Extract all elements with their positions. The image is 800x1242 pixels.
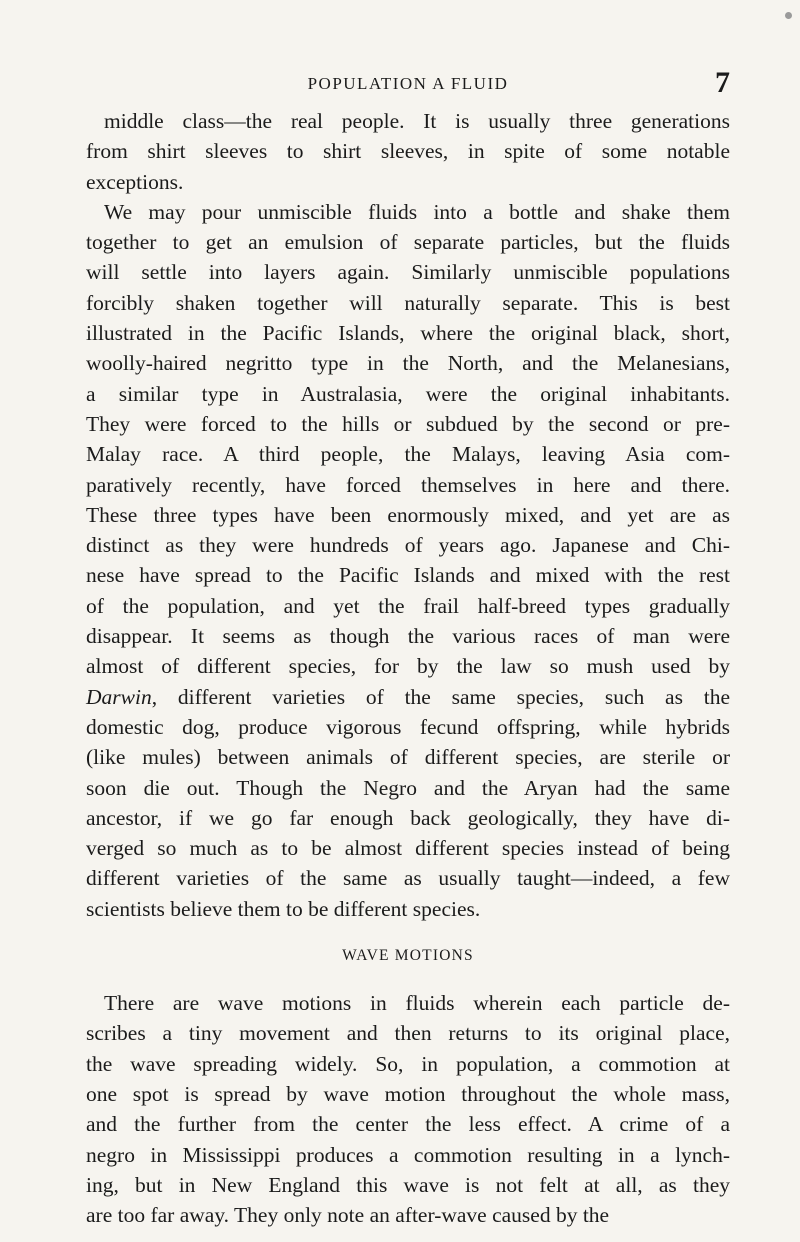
- paragraph: [86, 197, 730, 924]
- text-line: different varieties of the same as usually taught—indeed, a few: [86, 866, 730, 891]
- body-text: [86, 106, 730, 1230]
- text-line: forcibly shaken together will naturally separate. This is best: [86, 290, 730, 315]
- paragraph: [86, 988, 730, 1230]
- text-line: will settle into layers again. Similarly unmiscible populations: [86, 260, 730, 285]
- text-line: woolly-haired negritto type in the North, and the Melanesians,: [86, 351, 730, 376]
- page-number: 7: [715, 66, 730, 99]
- text-line: almost of different species, for by the law so mush used by: [86, 654, 730, 679]
- text-line: distinct as they were hundreds of years ago. Japanese and Chi-: [86, 533, 730, 558]
- text-line: nese have spread to the Pacific Islands and mixed with the rest: [86, 563, 730, 588]
- text-line: and the further from the center the less effect. A crime of a: [86, 1112, 730, 1137]
- text-line: There are wave motions in fluids wherein each particle de-: [104, 991, 730, 1016]
- text-line: scientists believe them to be different species.: [86, 896, 481, 921]
- text-line: Malay race. A third people, the Malays, leaving Asia com-: [86, 442, 730, 467]
- text-line: together to get an emulsion of separate particles, but the fluids: [86, 230, 730, 255]
- text-line: negro in Mississippi produces a commotion resulting in a lynch-: [86, 1142, 730, 1167]
- text-line: illustrated in the Pacific Islands, where the original black, short,: [86, 321, 730, 346]
- text-line: middle class—the real people. It is usually three generations: [104, 109, 730, 133]
- text-line: soon die out. Though the Negro and the Aryan had the same: [86, 775, 730, 800]
- paragraph: [86, 106, 730, 197]
- text-line: exceptions.: [86, 169, 184, 194]
- text-line: They were forced to the hills or subdued by the second or pre-: [86, 411, 730, 436]
- text-line: These three types have been enormously mixed, and yet are as: [86, 502, 730, 527]
- text-line: scribes a tiny movement and then returns to its original place,: [86, 1021, 730, 1046]
- running-title: POPULATION A FLUID: [307, 74, 509, 93]
- running-header: [86, 66, 730, 102]
- text-line: paratively recently, have forced themselves in here and there.: [86, 472, 730, 497]
- text-line: are too far away. They only note an after-wave caused by the: [86, 1203, 610, 1228]
- text-line: ancestor, if we go far enough back geologically, they have di-: [86, 805, 730, 830]
- page-speck: [785, 12, 792, 19]
- text-line: of the population, and yet the frail half-breed types gradually: [86, 593, 730, 618]
- section-heading: WAVE MOTIONS: [342, 947, 474, 965]
- text-line: the wave spreading widely. So, in population, a commotion at: [86, 1051, 730, 1076]
- text-line: a similar type in Australasia, were the original inhabitants.: [86, 381, 730, 406]
- text-line: ing, but in New England this wave is not felt at all, as they: [86, 1172, 730, 1197]
- text-line: Darwin, different varieties of the same species, such as the: [86, 684, 730, 709]
- text-line: (like mules) between animals of different species, are sterile or: [86, 745, 730, 770]
- text-line: disappear. It seems as though the various races of man were: [86, 624, 730, 649]
- text-line: from shirt sleeves to shirt sleeves, in spite of some notable: [86, 139, 730, 164]
- text-line: one spot is spread by wave motion throughout the whole mass,: [86, 1081, 730, 1106]
- text-line: domestic dog, produce vigorous fecund offspring, while hybrids: [86, 714, 730, 739]
- text-line: verged so much as to be almost different species instead of being: [86, 836, 730, 861]
- text-line: We may pour unmiscible fluids into a bottle and shake them: [104, 199, 730, 224]
